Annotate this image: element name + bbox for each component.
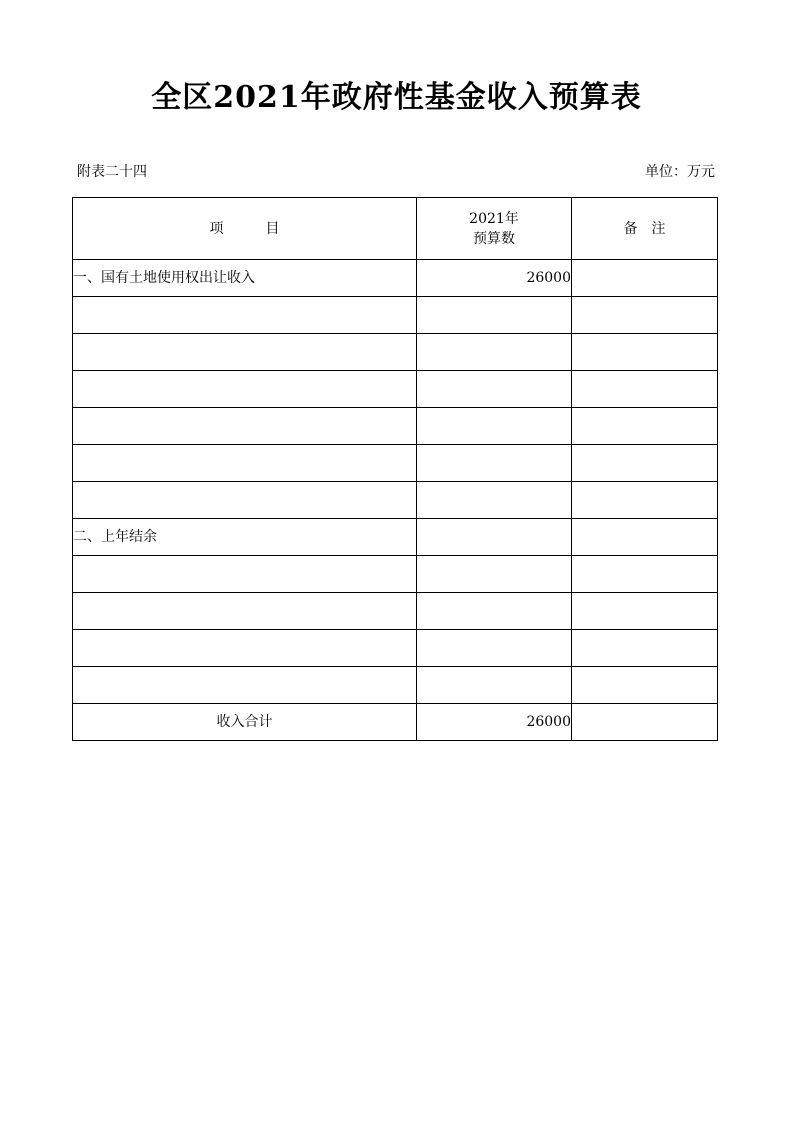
table-row (73, 260, 718, 297)
table-row (73, 445, 718, 482)
row-item (73, 593, 417, 630)
row-item (73, 482, 417, 519)
row-amount (417, 667, 572, 704)
row-item (73, 630, 417, 667)
row-amount (417, 445, 572, 482)
row-amount (417, 334, 572, 371)
row-amount (417, 630, 572, 667)
row-note (572, 371, 718, 408)
row-amount (417, 371, 572, 408)
row-item: 一、国有土地使用权出让收入 (73, 260, 417, 297)
header-amount-label: 预算数 (473, 230, 515, 247)
row-item (73, 556, 417, 593)
table-header-row (73, 198, 718, 260)
page-title: 全区2021年政府性基金收入预算表 (151, 80, 642, 115)
row-item: 二、上年结余 (73, 519, 417, 556)
row-amount (417, 556, 572, 593)
row-note (572, 593, 718, 630)
total-row (73, 704, 718, 741)
row-item (73, 297, 417, 334)
header-amount (417, 198, 572, 260)
row-amount (417, 408, 572, 445)
row-note (572, 408, 718, 445)
header-amount-year: 2021年 (469, 210, 519, 227)
table-row (73, 667, 718, 704)
row-note (572, 297, 718, 334)
row-amount (417, 297, 572, 334)
row-note (572, 445, 718, 482)
row-note (572, 519, 718, 556)
row-note (572, 556, 718, 593)
row-amount (417, 519, 572, 556)
row-note (572, 260, 718, 297)
table-row (73, 408, 718, 445)
row-amount (417, 482, 572, 519)
row-note (572, 482, 718, 519)
row-amount: 26000 (417, 260, 572, 297)
table-row (73, 556, 718, 593)
table-row (73, 630, 718, 667)
table-row (73, 519, 718, 556)
header-item: 项 目 (73, 198, 417, 260)
row-item (73, 371, 417, 408)
row-item (73, 445, 417, 482)
total-label: 收入合计 (73, 704, 417, 741)
row-note (572, 334, 718, 371)
row-item (73, 334, 417, 371)
row-note (572, 630, 718, 667)
table-row (73, 371, 718, 408)
table-row (73, 482, 718, 519)
row-note (572, 667, 718, 704)
budget-table (72, 197, 718, 741)
header-note: 备 注 (572, 198, 718, 260)
row-item (73, 667, 417, 704)
row-amount (417, 593, 572, 630)
row-item (73, 408, 417, 445)
unit-label: 单位：万元 (645, 164, 715, 180)
table-row (73, 334, 718, 371)
total-note (572, 704, 718, 741)
table-row (73, 297, 718, 334)
appendix-label: 附表二十四 (77, 164, 147, 180)
total-amount: 26000 (417, 704, 572, 741)
table-row (73, 593, 718, 630)
